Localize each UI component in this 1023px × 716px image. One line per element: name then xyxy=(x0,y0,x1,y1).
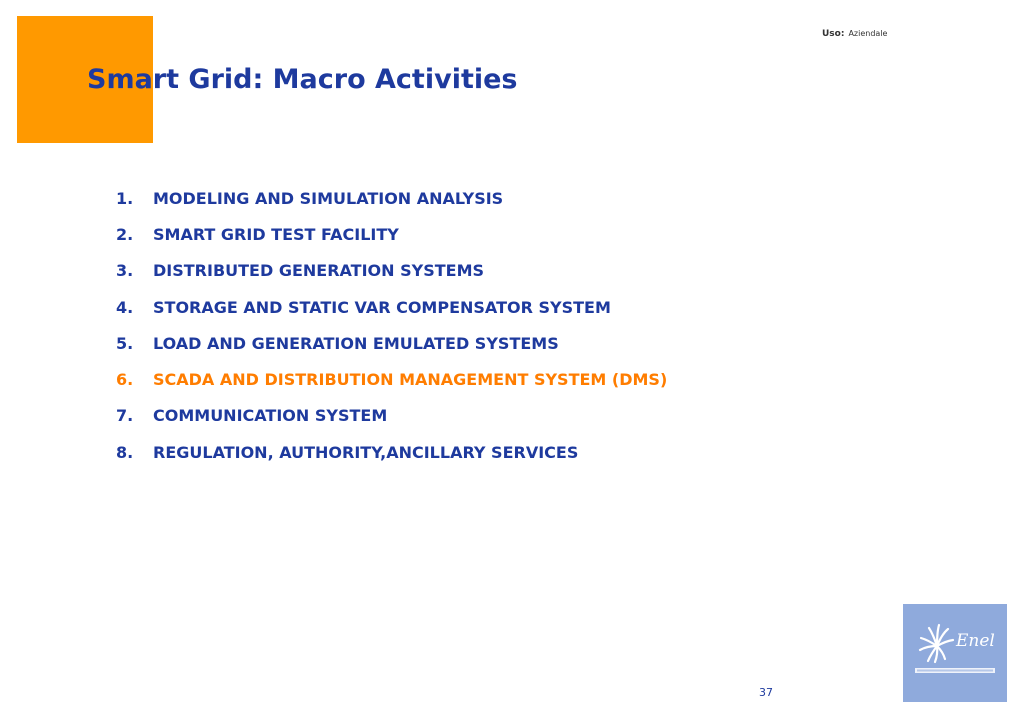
enel-logo xyxy=(903,604,1007,702)
activity-label: SCADA AND DISTRIBUTION MANAGEMENT SYSTEM (DMS) xyxy=(153,370,668,390)
activity-number: 4. xyxy=(116,297,134,317)
activity-number: 2. xyxy=(116,224,134,244)
activity-item xyxy=(116,434,667,470)
activity-label: LOAD AND GENERATION EMULATED SYSTEMS xyxy=(153,333,559,353)
activity-number: 3. xyxy=(116,261,134,281)
activity-item xyxy=(116,325,667,361)
activity-label: MODELING AND SIMULATION ANALYSIS xyxy=(153,188,504,208)
enel-sun-logo-icon xyxy=(903,604,1007,702)
uso-value: Aziendale xyxy=(848,29,888,38)
activity-item xyxy=(116,253,667,289)
page-number: 37 xyxy=(759,686,773,699)
page-title: Smart Grid: Macro Activities xyxy=(87,64,518,95)
activity-label: STORAGE AND STATIC VAR COMPENSATOR SYSTEM xyxy=(153,297,611,317)
activity-item xyxy=(116,289,667,325)
uso-label: Uso: xyxy=(822,29,845,39)
activity-number: 1. xyxy=(116,188,134,208)
activity-label: COMMUNICATION SYSTEM xyxy=(153,406,388,426)
activity-number: 8. xyxy=(116,442,134,462)
activity-label: SMART GRID TEST FACILITY xyxy=(153,224,399,244)
activity-label: DISTRIBUTED GENERATION SYSTEMS xyxy=(153,261,485,281)
activity-item-highlighted xyxy=(116,361,667,397)
activity-item xyxy=(116,180,667,216)
activity-list xyxy=(116,180,667,470)
activity-item xyxy=(116,398,667,434)
activity-number: 7. xyxy=(116,406,134,426)
activity-item xyxy=(116,216,667,252)
usage-classification xyxy=(822,21,887,40)
activity-label: REGULATION, AUTHORITY,ANCILLARY SERVICES xyxy=(153,442,579,462)
activity-number: 6. xyxy=(116,370,134,390)
svg-text:Enel: Enel xyxy=(956,631,995,651)
activity-number: 5. xyxy=(116,333,134,353)
